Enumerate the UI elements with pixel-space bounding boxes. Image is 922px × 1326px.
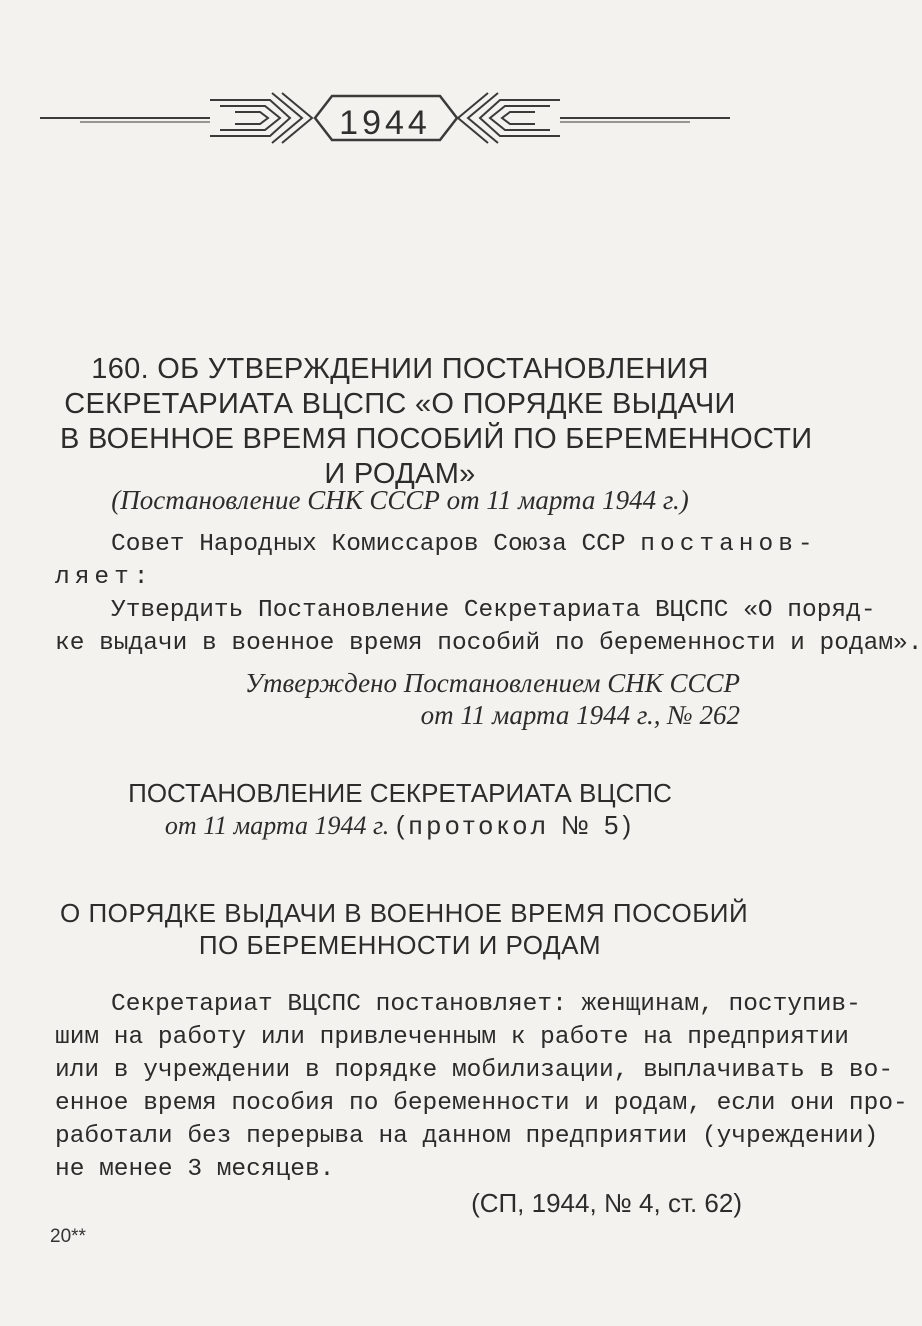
title-line: 160. ОБ УТВЕРЖДЕНИИ ПОСТАНОВЛЕНИЯ bbox=[91, 353, 709, 385]
title-line: СЕКРЕТАРИАТА ВЦСПС «О ПОРЯДКЕ ВЫДАЧИ bbox=[64, 388, 736, 420]
spaced-text: постанов- bbox=[640, 531, 818, 558]
text-line: ке выдачи в военное время пособий по беременности и родам». bbox=[55, 630, 922, 657]
text-line: шим на работу или привлеченным к работе на предприятии bbox=[55, 1024, 849, 1051]
title-line: В ВОЕННОЕ ВРЕМЯ ПОСОБИЙ ПО БЕРЕМЕННОСТИ bbox=[60, 423, 813, 455]
section-title: ПО БЕРЕМЕННОСТИ И РОДАМ bbox=[198, 930, 602, 960]
document-title bbox=[60, 352, 813, 492]
document-subtitle: (Постановление СНК СССР от 11 марта 1944 г.) bbox=[111, 485, 689, 515]
resolution-paragraph bbox=[55, 988, 908, 1186]
text-line bbox=[55, 561, 745, 594]
approval-line: Утверждено Постановлением СНК СССР bbox=[244, 668, 740, 698]
decree-paragraph bbox=[55, 528, 922, 660]
title-line: И РОДАМ» bbox=[324, 458, 476, 490]
approval-line: от 11 марта 1944 г., № 262 bbox=[420, 700, 740, 730]
year-label: 1944 bbox=[339, 103, 431, 142]
source-citation: (СП, 1944, № 4, ст. 62) bbox=[471, 1188, 742, 1218]
spaced-text: ляет: bbox=[55, 564, 154, 591]
text-fragment: Совет Народных Комиссаров Союза ССР bbox=[111, 531, 626, 558]
section-title: О ПОРЯДКЕ ВЫДАЧИ В ВОЕННОЕ ВРЕМЯ ПОСОБИЙ bbox=[60, 898, 749, 928]
text-line bbox=[55, 528, 818, 561]
text-line: Секретариат ВЦСПС постановляет: женщинам, поступив- bbox=[111, 991, 861, 1018]
page-folio: 20** bbox=[50, 1226, 86, 1247]
protocol-number: (протокол № 5) bbox=[395, 810, 636, 840]
resolution-date bbox=[60, 810, 740, 841]
text-line: Утвердить Постановление Секретариата ВЦСПС «О поряд- bbox=[111, 597, 876, 624]
text-line: или в учреждении в порядке мобилизации, выплачивать в во- bbox=[55, 1057, 894, 1084]
text-line: работали без перерыва на данном предприятии (учреждении) bbox=[55, 1123, 879, 1150]
text-line: енное время пособия по беременности и родам, если они про- bbox=[55, 1090, 908, 1117]
text-line: не менее 3 месяцев. bbox=[55, 1156, 335, 1183]
resolution-date-text: от 11 марта 1944 г. bbox=[164, 811, 390, 840]
resolution-heading: ПОСТАНОВЛЕНИЕ СЕКРЕТАРИАТА ВЦСПС bbox=[128, 778, 672, 808]
